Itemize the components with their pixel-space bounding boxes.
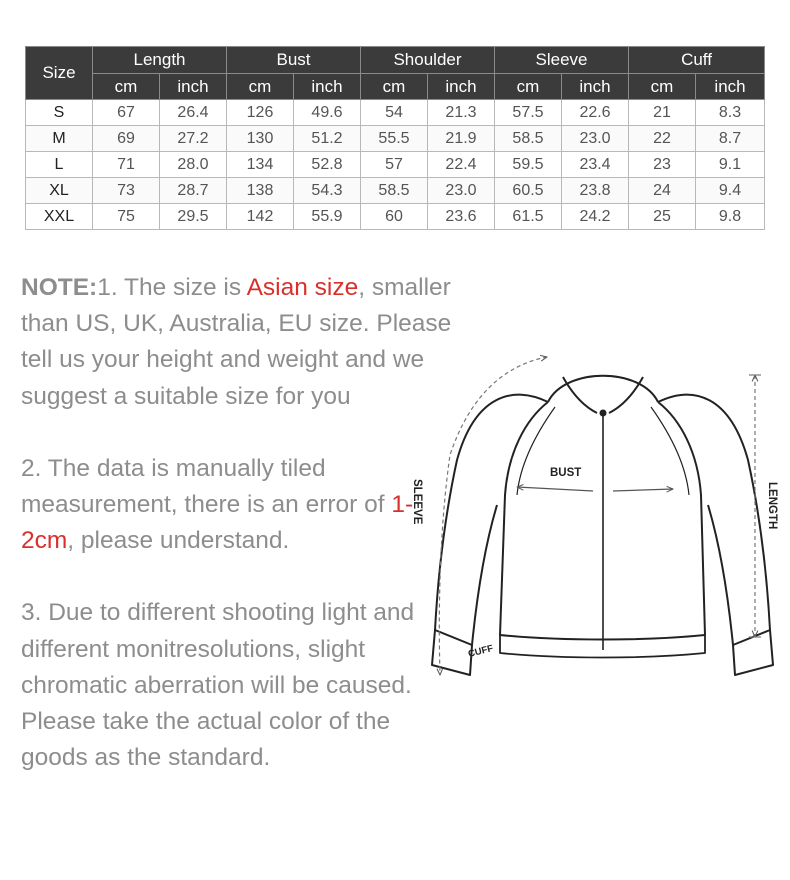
measurement-cell: 25 (629, 204, 696, 230)
measurement-cell: 23.6 (428, 204, 495, 230)
unit-header: cm (227, 74, 294, 100)
table-unit-header-row (26, 74, 765, 100)
note-2 (21, 451, 461, 560)
note-1-text-pre: 1. The size is (97, 274, 247, 301)
notes-section (21, 270, 461, 776)
unit-header: cm (93, 74, 160, 100)
measurement-cell: 9.1 (696, 152, 765, 178)
measurement-cell: 21.3 (428, 100, 495, 126)
size-chart-table (25, 46, 765, 230)
jacket-outline-icon (432, 376, 773, 675)
size-table-body (26, 100, 765, 230)
measurement-cell: 130 (227, 126, 294, 152)
measurement-cell: 24.2 (562, 204, 629, 230)
measurement-cell: 23 (629, 152, 696, 178)
unit-header: cm (629, 74, 696, 100)
measurement-cell: 23.0 (562, 126, 629, 152)
size-cell: L (26, 152, 93, 178)
measurement-cell: 9.8 (696, 204, 765, 230)
measurement-cell: 22.6 (562, 100, 629, 126)
measurement-cell: 51.2 (294, 126, 361, 152)
measurement-cell: 28.0 (160, 152, 227, 178)
unit-header: inch (294, 74, 361, 100)
group-header-length: Length (93, 47, 227, 74)
bust-arrow-left (517, 487, 593, 491)
cuff-label: CUFF (467, 643, 495, 660)
unit-header: inch (160, 74, 227, 100)
measurement-cell: 60 (361, 204, 428, 230)
table-row (26, 204, 765, 230)
measurement-cell: 58.5 (361, 178, 428, 204)
measurement-cell: 54.3 (294, 178, 361, 204)
asian-size-highlight: Asian size (246, 274, 359, 301)
group-header-sleeve: Sleeve (495, 47, 629, 74)
unit-header: cm (361, 74, 428, 100)
note-2-text-post: , please understand. (67, 527, 290, 555)
measurement-cell: 54 (361, 100, 428, 126)
measurement-cell: 26.4 (160, 100, 227, 126)
size-header: Size (26, 47, 93, 100)
error-range-highlight: 1-2cm (21, 491, 414, 555)
measurement-cell: 21.9 (428, 126, 495, 152)
length-label: LENGTH (766, 482, 778, 530)
unit-header: cm (495, 74, 562, 100)
unit-header: inch (428, 74, 495, 100)
measurement-cell: 134 (227, 152, 294, 178)
table-group-header-row (26, 47, 765, 74)
measurement-cell: 71 (93, 152, 160, 178)
measurement-cell: 22 (629, 126, 696, 152)
measurement-cell: 55.5 (361, 126, 428, 152)
measurement-cell: 126 (227, 100, 294, 126)
measurement-cell: 69 (93, 126, 160, 152)
sleeve-label: SLEEVE (411, 479, 423, 525)
measurement-cell: 138 (227, 178, 294, 204)
unit-header: inch (696, 74, 765, 100)
measurement-cell: 142 (227, 204, 294, 230)
measurement-cell: 9.4 (696, 178, 765, 204)
bust-label: BUST (550, 467, 582, 479)
measurement-cell: 29.5 (160, 204, 227, 230)
group-header-shoulder: Shoulder (361, 47, 495, 74)
measurement-cell: 24 (629, 178, 696, 204)
measurement-cell: 22.4 (428, 152, 495, 178)
table-row (26, 152, 765, 178)
note-1-text-post: , smaller than US, UK, Australia, EU size. Please tell us your height and weight and we suggest a suitable size for you (21, 274, 452, 410)
group-header-cuff: Cuff (629, 47, 765, 74)
measurement-cell: 57.5 (495, 100, 562, 126)
note-3: 3. Due to different shooting light and different monitresolutions, slight chromatic aberration will be caused. Please take the actual color of the goods as the standard. (21, 599, 415, 772)
size-cell: S (26, 100, 93, 126)
bust-arrow-right (613, 489, 673, 491)
measurement-cell: 57 (361, 152, 428, 178)
measurement-cell: 8.3 (696, 100, 765, 126)
size-cell: XXL (26, 204, 93, 230)
measurement-cell: 23.4 (562, 152, 629, 178)
measurement-cell: 75 (93, 204, 160, 230)
measurement-cell: 60.5 (495, 178, 562, 204)
measurement-cell: 27.2 (160, 126, 227, 152)
measurement-cell: 23.0 (428, 178, 495, 204)
size-cell: M (26, 126, 93, 152)
table-row (26, 126, 765, 152)
note-label: NOTE: (21, 274, 98, 301)
measurement-cell: 58.5 (495, 126, 562, 152)
table-row (26, 100, 765, 126)
measurement-cell: 52.8 (294, 152, 361, 178)
note-1 (21, 270, 461, 415)
measurement-cell: 73 (93, 178, 160, 204)
group-header-bust: Bust (227, 47, 361, 74)
measurement-cell: 67 (93, 100, 160, 126)
jacket-measurement-diagram (405, 345, 790, 690)
measurement-cell: 28.7 (160, 178, 227, 204)
note-2-text-pre: 2. The data is manually tiled measurement, there is an error of (21, 454, 392, 519)
measurement-cell: 59.5 (495, 152, 562, 178)
table-row (26, 178, 765, 204)
measurement-cell: 8.7 (696, 126, 765, 152)
measurement-cell: 21 (629, 100, 696, 126)
measurement-cell: 61.5 (495, 204, 562, 230)
unit-header: inch (562, 74, 629, 100)
measurement-cell: 23.8 (562, 178, 629, 204)
measurement-cell: 55.9 (294, 204, 361, 230)
size-cell: XL (26, 178, 93, 204)
measurement-cell: 49.6 (294, 100, 361, 126)
